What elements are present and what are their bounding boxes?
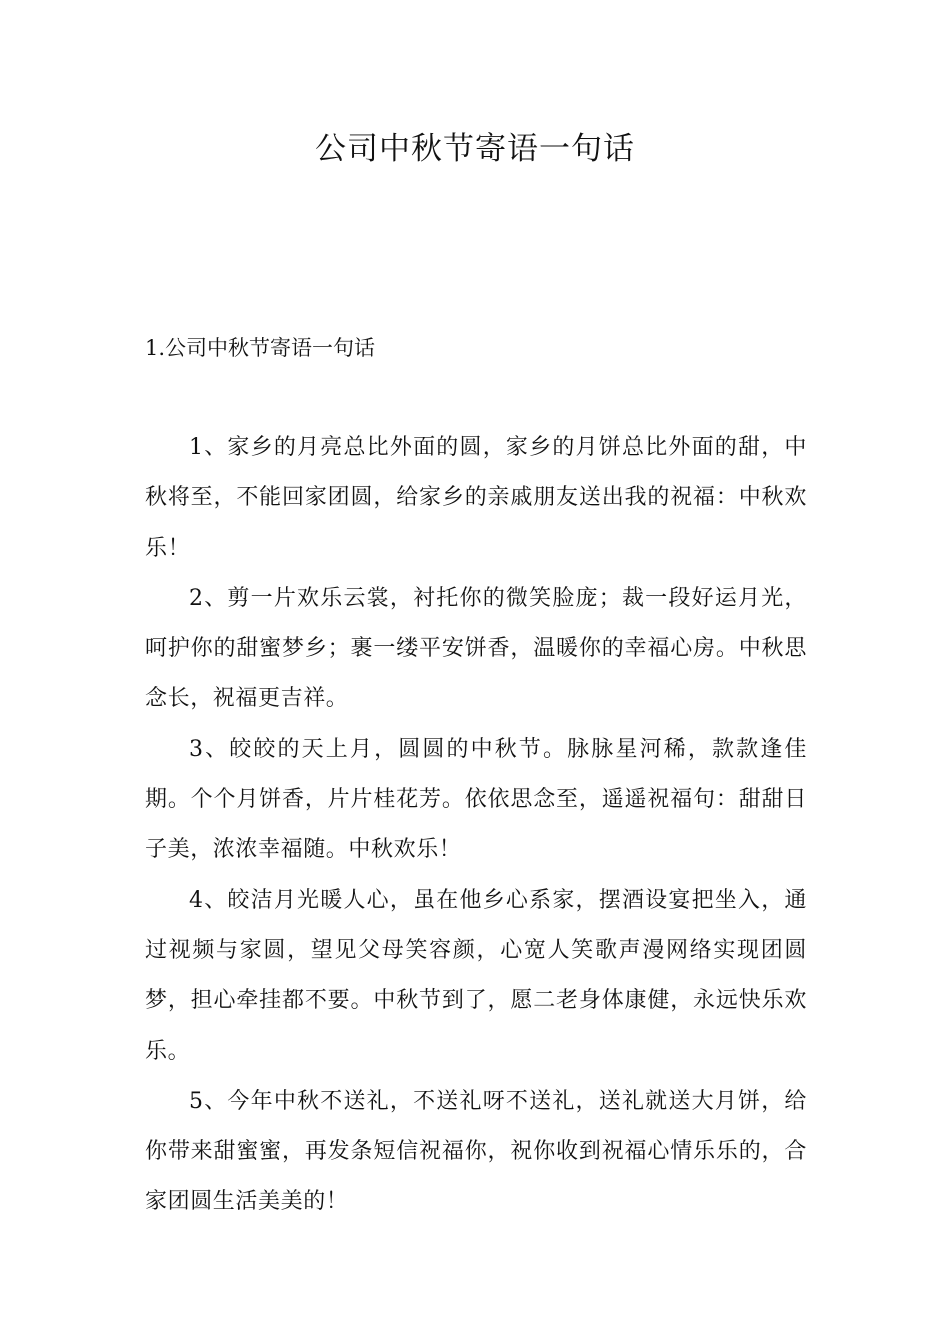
document-title: 公司中秋节寄语一句话: [315, 131, 635, 167]
paragraph-4: 4、皎洁月光暖人心，虽在他乡心系家，摆酒设宴把坐入，通过视频与家圆，望见父母笑容颜，心宽人笑歌声漫网络实现团圆梦，担心牵挂都不要。中秋节到了，愿二老身体康健，永远快乐欢乐。: [145, 887, 807, 1064]
paragraph-3: 3、皎皎的天上月，圆圆的中秋节。脉脉星河稀，款款逢佳期。个个月饼香，片片桂花芳。依依思念至，遥遥祝福句：甜甜日子美，浓浓幸福随。中秋欢乐！: [145, 736, 807, 863]
paragraph-5: 5、今年中秋不送礼，不送礼呀不送礼，送礼就送大月饼，给你带来甜蜜蜜，再发条短信祝福你，祝你收到祝福心情乐乐的，合家团圆生活美美的！: [145, 1088, 807, 1215]
paragraph-2: 2、剪一片欢乐云裳，衬托你的微笑脸庞；裁一段好运月光，呵护你的甜蜜梦乡；裹一缕平安饼香，温暖你的幸福心房。中秋思念长，祝福更吉祥。: [145, 585, 807, 712]
document-body: [145, 423, 807, 1228]
section-heading: 1.公司中秋节寄语一句话: [145, 336, 376, 360]
paragraph-1: 1、家乡的月亮总比外面的圆，家乡的月饼总比外面的甜，中秋将至，不能回家团圆，给家乡的亲戚朋友送出我的祝福：中秋欢乐！: [145, 435, 807, 561]
